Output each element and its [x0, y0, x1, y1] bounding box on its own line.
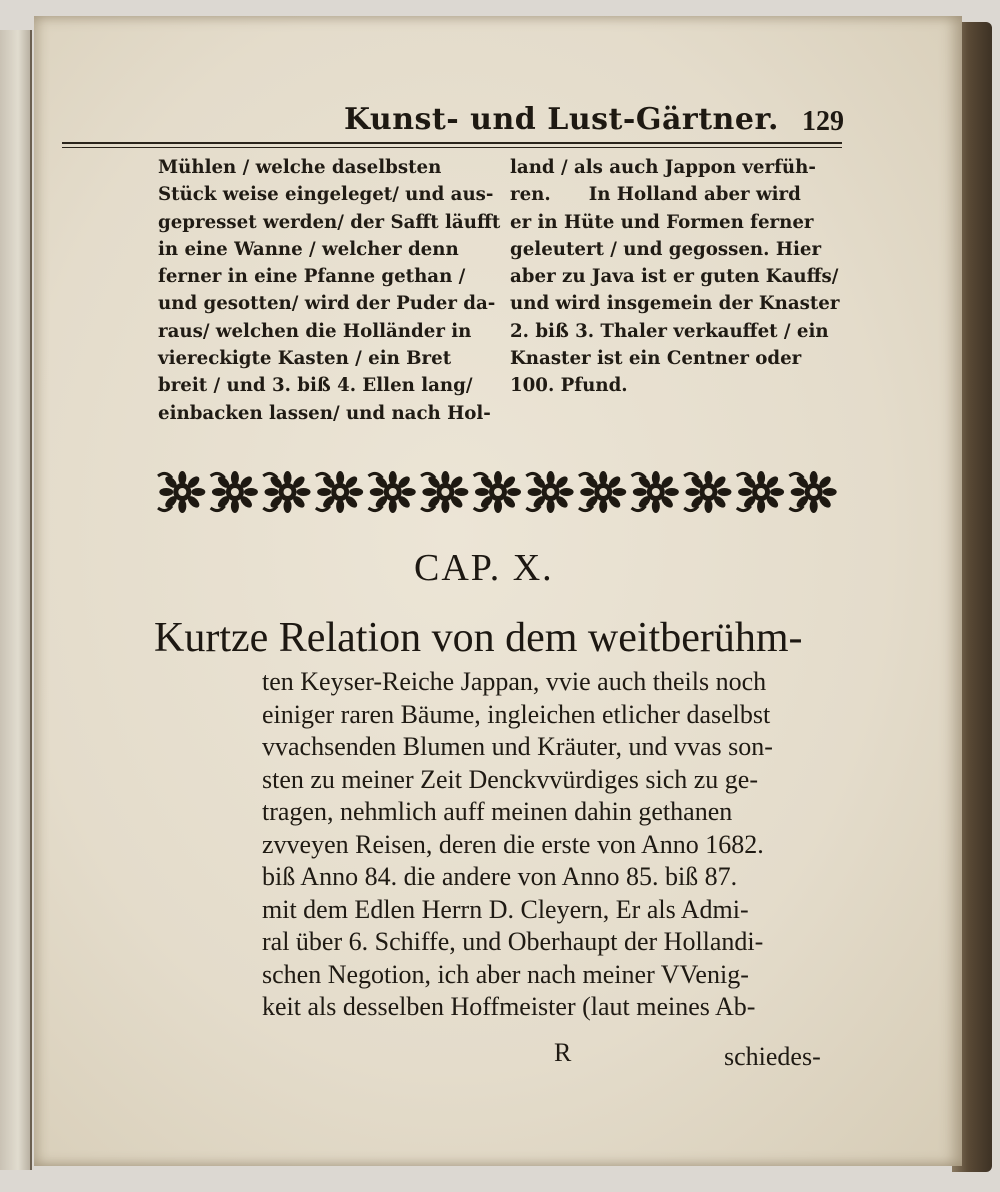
header-rule-thin	[62, 147, 842, 148]
chapter-heading: Kurtze Relation von dem weitberühm-	[154, 615, 803, 661]
text-line: schen Negotion, ich aber nach meiner VVenig-	[262, 959, 749, 989]
text-line: einbacken lassen/ und nach Hol-	[158, 402, 491, 424]
ornament-flower-icon	[737, 471, 784, 513]
text-line: einiger raren Bäume, ingleichen etlicher daselbst	[262, 699, 771, 729]
text-line: in eine Wanne / welcher denn	[158, 238, 459, 260]
text-line: und gesotten/ wird der Puder da-	[158, 293, 496, 315]
ornament-flower-icon	[474, 471, 521, 513]
text-line: 100. Pfund.	[510, 375, 628, 397]
ornament-flower-icon	[421, 471, 468, 513]
page-number: 129	[802, 106, 844, 137]
text-line: 2. biß 3. Thaler verkauffet / ein	[510, 320, 829, 342]
text-line: und wird insgemein der Knaster	[510, 293, 840, 315]
floral-ornament-band	[156, 466, 840, 518]
chapter-label: CAP. X.	[414, 547, 554, 589]
ornament-flower-icon	[632, 471, 679, 513]
left-column	[158, 154, 501, 427]
text-line: breit / und 3. biß 4. Ellen lang/	[158, 375, 473, 397]
text-line: geleutert / und gegossen. Hier	[510, 238, 822, 260]
facing-page-edge	[0, 30, 32, 1170]
text-line: raus/ welchen die Holländer in	[158, 320, 472, 342]
header-rule	[62, 142, 842, 144]
text-line: keit als desselben Hoffmeister (laut meines Ab-	[262, 992, 756, 1021]
text-line: er in Hüte und Formen ferner	[510, 211, 814, 233]
text-line: biß Anno 84. die andere von Anno 85. biß 87.	[262, 862, 738, 891]
chapter-body	[262, 666, 842, 1024]
text-line: aber zu Java ist er guten Kauffs/	[510, 266, 839, 288]
text-line: viereckigte Kasten / ein Bret	[158, 348, 452, 370]
text-line: zvveyen Reisen, deren die erste von Anno 1682.	[262, 829, 764, 859]
ornament-flower-icon	[526, 471, 573, 513]
text-line: mit dem Edlen Herrn D. Cleyern, Er als Admi-	[262, 894, 749, 924]
book-page	[34, 16, 962, 1166]
text-line: Knaster ist ein Centner oder	[510, 348, 802, 370]
text-line: ten Keyser-Reiche Jappan, vvie auch theils noch	[262, 667, 767, 696]
text-line: Mühlen / welche daselbsten	[158, 157, 442, 178]
running-head	[144, 98, 844, 148]
text-line: vvachsenden Blumen und Kräuter, und vvas son-	[262, 732, 773, 761]
text-line: ral über 6. Schiffe, und Oberhaupt der Hollandi-	[262, 927, 764, 956]
ornament-flower-icon	[579, 471, 626, 513]
ornament-flower-icon	[263, 471, 310, 513]
ornament-flower-icon	[789, 471, 836, 513]
running-title: Kunst- und Lust-Gärtner.	[344, 102, 779, 137]
text-line: ferner in eine Pfanne gethan /	[158, 266, 466, 288]
text-line: Stück weise eingeleget/ und aus-	[158, 184, 494, 206]
ornament-flower-icon	[316, 471, 363, 513]
signature-mark: R	[554, 1038, 572, 1067]
ornament-flower-icon	[368, 471, 415, 513]
ornament-flower-icon	[684, 471, 731, 513]
text-line: sten zu meiner Zeit Denckvvürdiges sich zu ge-	[262, 764, 758, 794]
right-column	[510, 154, 840, 400]
ornament-flower-icon	[211, 471, 258, 513]
show-through-shadow	[564, 516, 824, 606]
text-line: tragen, nehmlich auff meinen dahin gethanen	[262, 797, 733, 826]
text-line: ren. In Holland aber wird	[510, 184, 801, 206]
catchword: schiedes-	[724, 1042, 821, 1071]
ornament-flower-icon	[158, 471, 205, 513]
text-line: gepresset werden/ der Safft läufft	[158, 211, 501, 233]
text-line: land / als auch Jappon verfüh-	[510, 157, 816, 178]
